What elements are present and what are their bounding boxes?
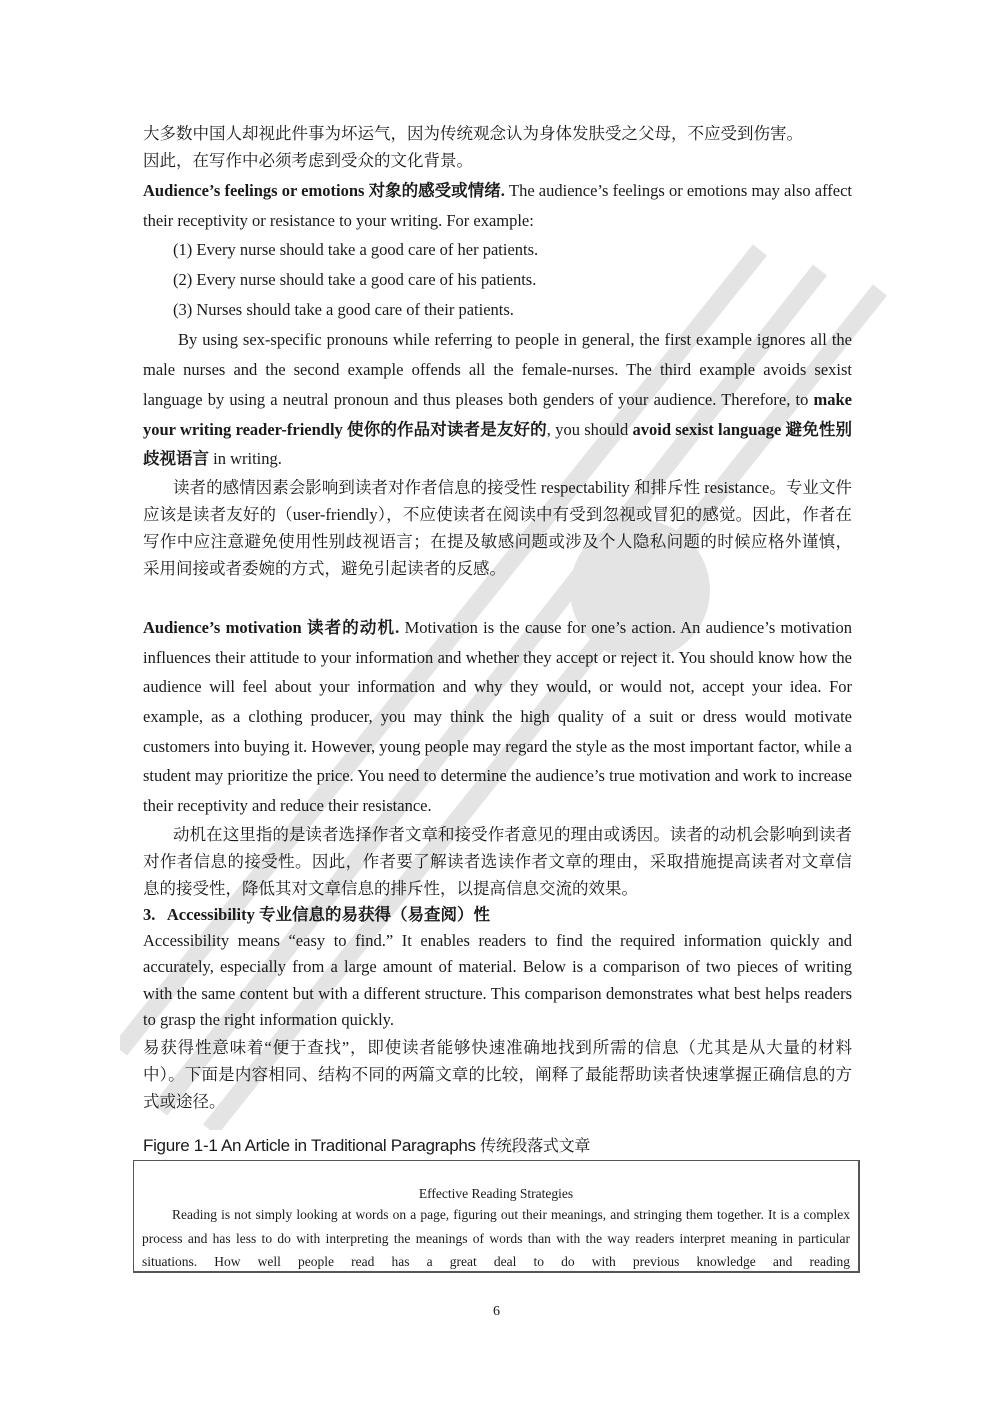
feelings-text: The audience’s feelings or emotions may also affect their receptivity or resistance to your writing. For example: xyxy=(143,181,853,230)
figure-article-text xyxy=(134,1203,858,1274)
figure-article-paragraph: Reading is not simply looking at words on a page, figuring out their meanings, and stringing them together. It is a complex process and has less to do with interpreting the meanings of words than with the way readers interpret meaning in particular situations. How well people read has a great deal to do with previous knowledge and reading xyxy=(142,1207,850,1269)
example-item: (3) Nurses should take a good care of their patients. xyxy=(173,300,514,320)
intro-line: 大多数中国人却视此件事为坏运气，因为传统观念认为身体发肤受之父母，不应受到伤害。 xyxy=(143,124,803,143)
pronoun-text-3: in writing. xyxy=(209,449,282,469)
feelings-zh-summary: 读者的感情因素会影响到读者对作者信息的接受性 respectability 和排斥性 resistance。专业文件应该是读者友好的（user-friendly），不应使读者在阅读中有受到忽视或冒犯的感觉。因此，作者在写作中应注意避免使用性别歧视语言；在提及敏感问题或涉及个人隐私问题的时候应格外谨慎，采用间接或者委婉的方式，避免引起读者的反感。 xyxy=(143,477,852,578)
figure-caption xyxy=(143,1133,852,1156)
figure-caption-en: Figure 1-1 An Article in Traditional Paragraphs xyxy=(143,1135,481,1155)
motivation-zh-summary: 动机在这里指的是读者选择作者文章和接受作者意见的理由或诱因。读者的动机会影响到读者对作者信息的接受性。因此，作者要了解读者选读作者文章的理由，采取措施提高读者对文章信息的接受性，降低其对文章信息的排斥性，以提高信息交流的效果。 xyxy=(143,824,852,898)
feelings-heading-en: Audience’s feelings or emotions xyxy=(143,181,365,200)
example-item: (2) Every nurse should take a good care of his patients. xyxy=(173,270,537,290)
example-item: (1) Every nurse should take a good care of her patients. xyxy=(173,240,539,260)
figure-box xyxy=(133,1160,860,1273)
motivation-heading-en: Audience’s motivation xyxy=(143,617,302,637)
pronoun-paragraph xyxy=(143,325,852,474)
accessibility-zh-summary: 易获得性意味着“便于查找”，即使读者能够快速准确地找到所需的信息（尤其是从大量的材料中）。下面是内容相同、结构不同的两篇文章的比较，阐释了最能帮助读者快速掌握正确信息的方式或途径。 xyxy=(143,1037,852,1111)
figure-article-title: Effective Reading Strategies xyxy=(418,1186,574,1201)
page-body xyxy=(143,120,852,1156)
motivation-heading-zh: 读者的动机. xyxy=(306,617,400,637)
motivation-text: Motivation is the cause for one’s action. An audience’s motivation influences their attitude to your information and whether they accept or reject it. You should know how the audience will feel about your information and why they would, or would not, accept your idea. For example, as a clothing producer, you may think the high quality of a suit or dress would motivate customers into buying it. However, young people may regard the style as the most important factor, while a student may prioritize the price. You need to determine the audience’s true motivation and work to increase their receptivity and reduce their resistance. xyxy=(143,617,853,816)
intro-continuation xyxy=(143,120,852,174)
figure-caption-zh: 传统段落式文章 xyxy=(480,1135,591,1155)
pronoun-bold-2: avoid sexist language 避免性别歧视语言 xyxy=(143,419,852,469)
intro-line: 因此，在写作中必须考虑到受众的文化背景。 xyxy=(143,151,473,170)
pronoun-text-1: By using sex-specific pronouns while referring to people in general, the first example ignores all the male nurses and the second example offends all the female-nurses. The third example avoids sexist language by using a neutral pronoun and thus pleases both genders of your audience. Therefore, to xyxy=(143,330,852,409)
feelings-paragraph xyxy=(143,176,852,235)
motivation-paragraph xyxy=(143,613,852,821)
pronoun-bold-1: make your writing reader-friendly 使你的作品对读者是友好的 xyxy=(143,389,852,439)
feelings-heading-zh: 对象的感受或情绪. xyxy=(368,181,505,200)
accessibility-paragraph: Accessibility means “easy to find.” It enables readers to find the required information quickly and accurately, especially from a large amount of material. Below is a comparison of two pieces of writing with the same content but with a different structure. This comparison demonstrates what best helps readers to grasp the right information quickly. xyxy=(143,930,852,1030)
page-number: 6 xyxy=(493,1304,500,1319)
examples-list xyxy=(143,235,852,325)
pronoun-text-2: , you should xyxy=(546,419,633,439)
accessibility-heading: 3. Accessibility 专业信息的易获得（易查阅）性 xyxy=(143,904,490,924)
